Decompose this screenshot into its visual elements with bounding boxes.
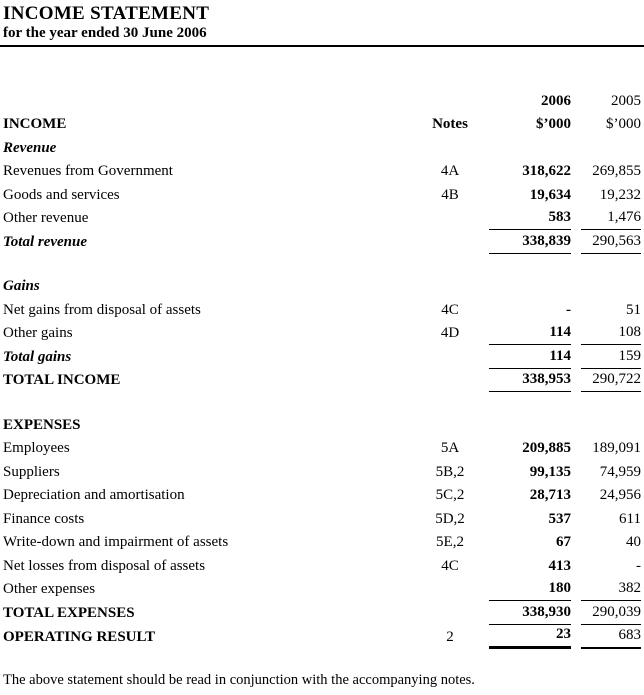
- spacer-row: [3, 392, 641, 413]
- row-label: Total gains: [3, 348, 72, 365]
- row-label: TOTAL INCOME: [3, 372, 121, 388]
- empty-cell: [421, 89, 479, 113]
- row-amount-2006: 338,839: [489, 232, 571, 254]
- table-row: [3, 484, 641, 508]
- row-label: Gains: [3, 278, 40, 294]
- year-current-header: 2006: [541, 92, 571, 109]
- row-label: Net losses from disposal of assets: [3, 557, 206, 574]
- table-row: [3, 413, 641, 437]
- document-header: [0, 0, 644, 47]
- row-note: [421, 578, 479, 602]
- year-prior-header: 2005: [611, 92, 641, 109]
- row-label: OPERATING RESULT: [3, 628, 156, 645]
- row-label: Write-down and impairment of assets: [3, 534, 229, 550]
- income-section-header: INCOME: [3, 116, 67, 132]
- row-amount-2005: 683: [581, 626, 641, 649]
- row-label: Revenues from Government: [3, 163, 173, 179]
- row-amount-2006: 413: [548, 557, 571, 574]
- row-amount-2005: 290,563: [581, 232, 641, 254]
- row-note: [421, 601, 479, 625]
- row-label: Total revenue: [3, 233, 88, 250]
- footer-note: The above statement should be read in conjunction with the accompanying notes.: [3, 671, 475, 688]
- row-amount-2005: 290,039: [581, 603, 641, 625]
- row-amount-2005: 189,091: [592, 440, 641, 456]
- row-amount-2005: 51: [626, 301, 641, 318]
- row-amount-2006: 318,622: [522, 163, 571, 179]
- statement-content: [0, 89, 644, 689]
- row-label: Other gains: [3, 325, 73, 341]
- table-row: [3, 345, 641, 369]
- notes-column-header: Notes: [432, 116, 468, 132]
- table-row: [3, 275, 641, 299]
- row-amount-2005: -: [636, 557, 641, 574]
- row-note: 4B: [441, 186, 459, 203]
- year-header-row: [3, 89, 641, 113]
- row-amount-2006: 99,135: [529, 463, 571, 480]
- row-note: 4D: [440, 325, 460, 341]
- row-amount-2006: 28,713: [529, 487, 571, 503]
- row-amount-2005: 19,232: [599, 186, 641, 203]
- row-label: Other revenue: [3, 210, 89, 226]
- row-note: 5B,2: [435, 463, 465, 480]
- spacer-cell: [3, 254, 641, 275]
- row-note: [421, 207, 479, 231]
- row-note: [421, 369, 479, 393]
- table-row: [3, 437, 641, 461]
- unit-current-header: $’000: [536, 116, 571, 132]
- empty-cell: [3, 89, 421, 113]
- row-amount-2005: 40: [626, 534, 641, 550]
- row-label: Depreciation and amortisation: [3, 487, 185, 503]
- row-amount-2006: 114: [489, 323, 571, 345]
- row-note: [421, 230, 479, 254]
- table-row: [3, 136, 641, 160]
- row-label: Goods and services: [3, 186, 120, 203]
- row-label: Employees: [3, 440, 70, 456]
- row-amount-2006: 23: [489, 625, 571, 649]
- row-label: TOTAL EXPENSES: [3, 604, 135, 621]
- statement-body: [3, 136, 641, 649]
- table-row: [3, 460, 641, 484]
- row-label: Net gains from disposal of assets: [3, 301, 201, 318]
- row-amount-2005: 24,956: [599, 487, 641, 503]
- row-note: 4C: [441, 301, 459, 318]
- table-row: [3, 369, 641, 393]
- row-amount-2005: 108: [581, 323, 641, 345]
- unit-prior-header: $’000: [606, 116, 641, 132]
- row-note: 5D,2: [435, 510, 465, 527]
- row-note: [421, 413, 479, 437]
- table-row: [3, 601, 641, 625]
- row-amount-2006: 114: [489, 347, 571, 369]
- table-row: [3, 183, 641, 207]
- table-row: [3, 298, 641, 322]
- row-amount-2006: 537: [548, 510, 571, 527]
- income-statement-table: [3, 89, 641, 649]
- table-row: [3, 230, 641, 254]
- table-row: [3, 322, 641, 346]
- page-subtitle: for the year ended 30 June 2006: [3, 25, 207, 41]
- row-amount-2005: 611: [619, 510, 641, 527]
- row-amount-2006: 209,885: [522, 440, 571, 456]
- row-label: EXPENSES: [3, 416, 81, 433]
- row-amount-2006: 583: [489, 208, 571, 230]
- row-note: 5A: [440, 440, 460, 456]
- row-note: [421, 275, 479, 299]
- row-amount-2005: 74,959: [599, 463, 641, 480]
- row-amount-2005: 290,722: [581, 370, 641, 392]
- row-label: Finance costs: [3, 510, 85, 527]
- row-amount-2005: 269,855: [592, 163, 641, 179]
- table-row: [3, 531, 641, 555]
- row-amount-2005: 1,476: [581, 208, 641, 230]
- row-note: 5C,2: [435, 487, 465, 503]
- table-row: [3, 207, 641, 231]
- table-row: [3, 507, 641, 531]
- row-note: [421, 136, 479, 160]
- spacer-cell: [3, 392, 641, 413]
- row-amount-2005: 382: [581, 579, 641, 601]
- row-amount-2006: 67: [556, 534, 571, 550]
- table-row: [3, 160, 641, 184]
- row-label: Other expenses: [3, 581, 96, 597]
- row-label: Suppliers: [3, 463, 60, 480]
- row-note: 5E,2: [436, 534, 464, 550]
- row-amount-2006: 180: [489, 579, 571, 601]
- row-note: 4A: [440, 163, 460, 179]
- table-row: [3, 554, 641, 578]
- table-row: [3, 578, 641, 602]
- row-amount-2006: -: [566, 301, 571, 318]
- column-header-row: [3, 113, 641, 137]
- row-note: 4C: [441, 557, 459, 574]
- row-note: 2: [446, 628, 454, 645]
- spacer-row: [3, 254, 641, 275]
- row-amount-2006: 338,953: [489, 370, 571, 392]
- row-note: [421, 345, 479, 369]
- page-title: INCOME STATEMENT: [3, 3, 210, 24]
- row-amount-2006: 19,634: [529, 186, 571, 203]
- row-label: Revenue: [3, 139, 57, 156]
- row-amount-2005: 159: [581, 347, 641, 369]
- row-amount-2006: 338,930: [489, 603, 571, 625]
- table-row: [3, 625, 641, 649]
